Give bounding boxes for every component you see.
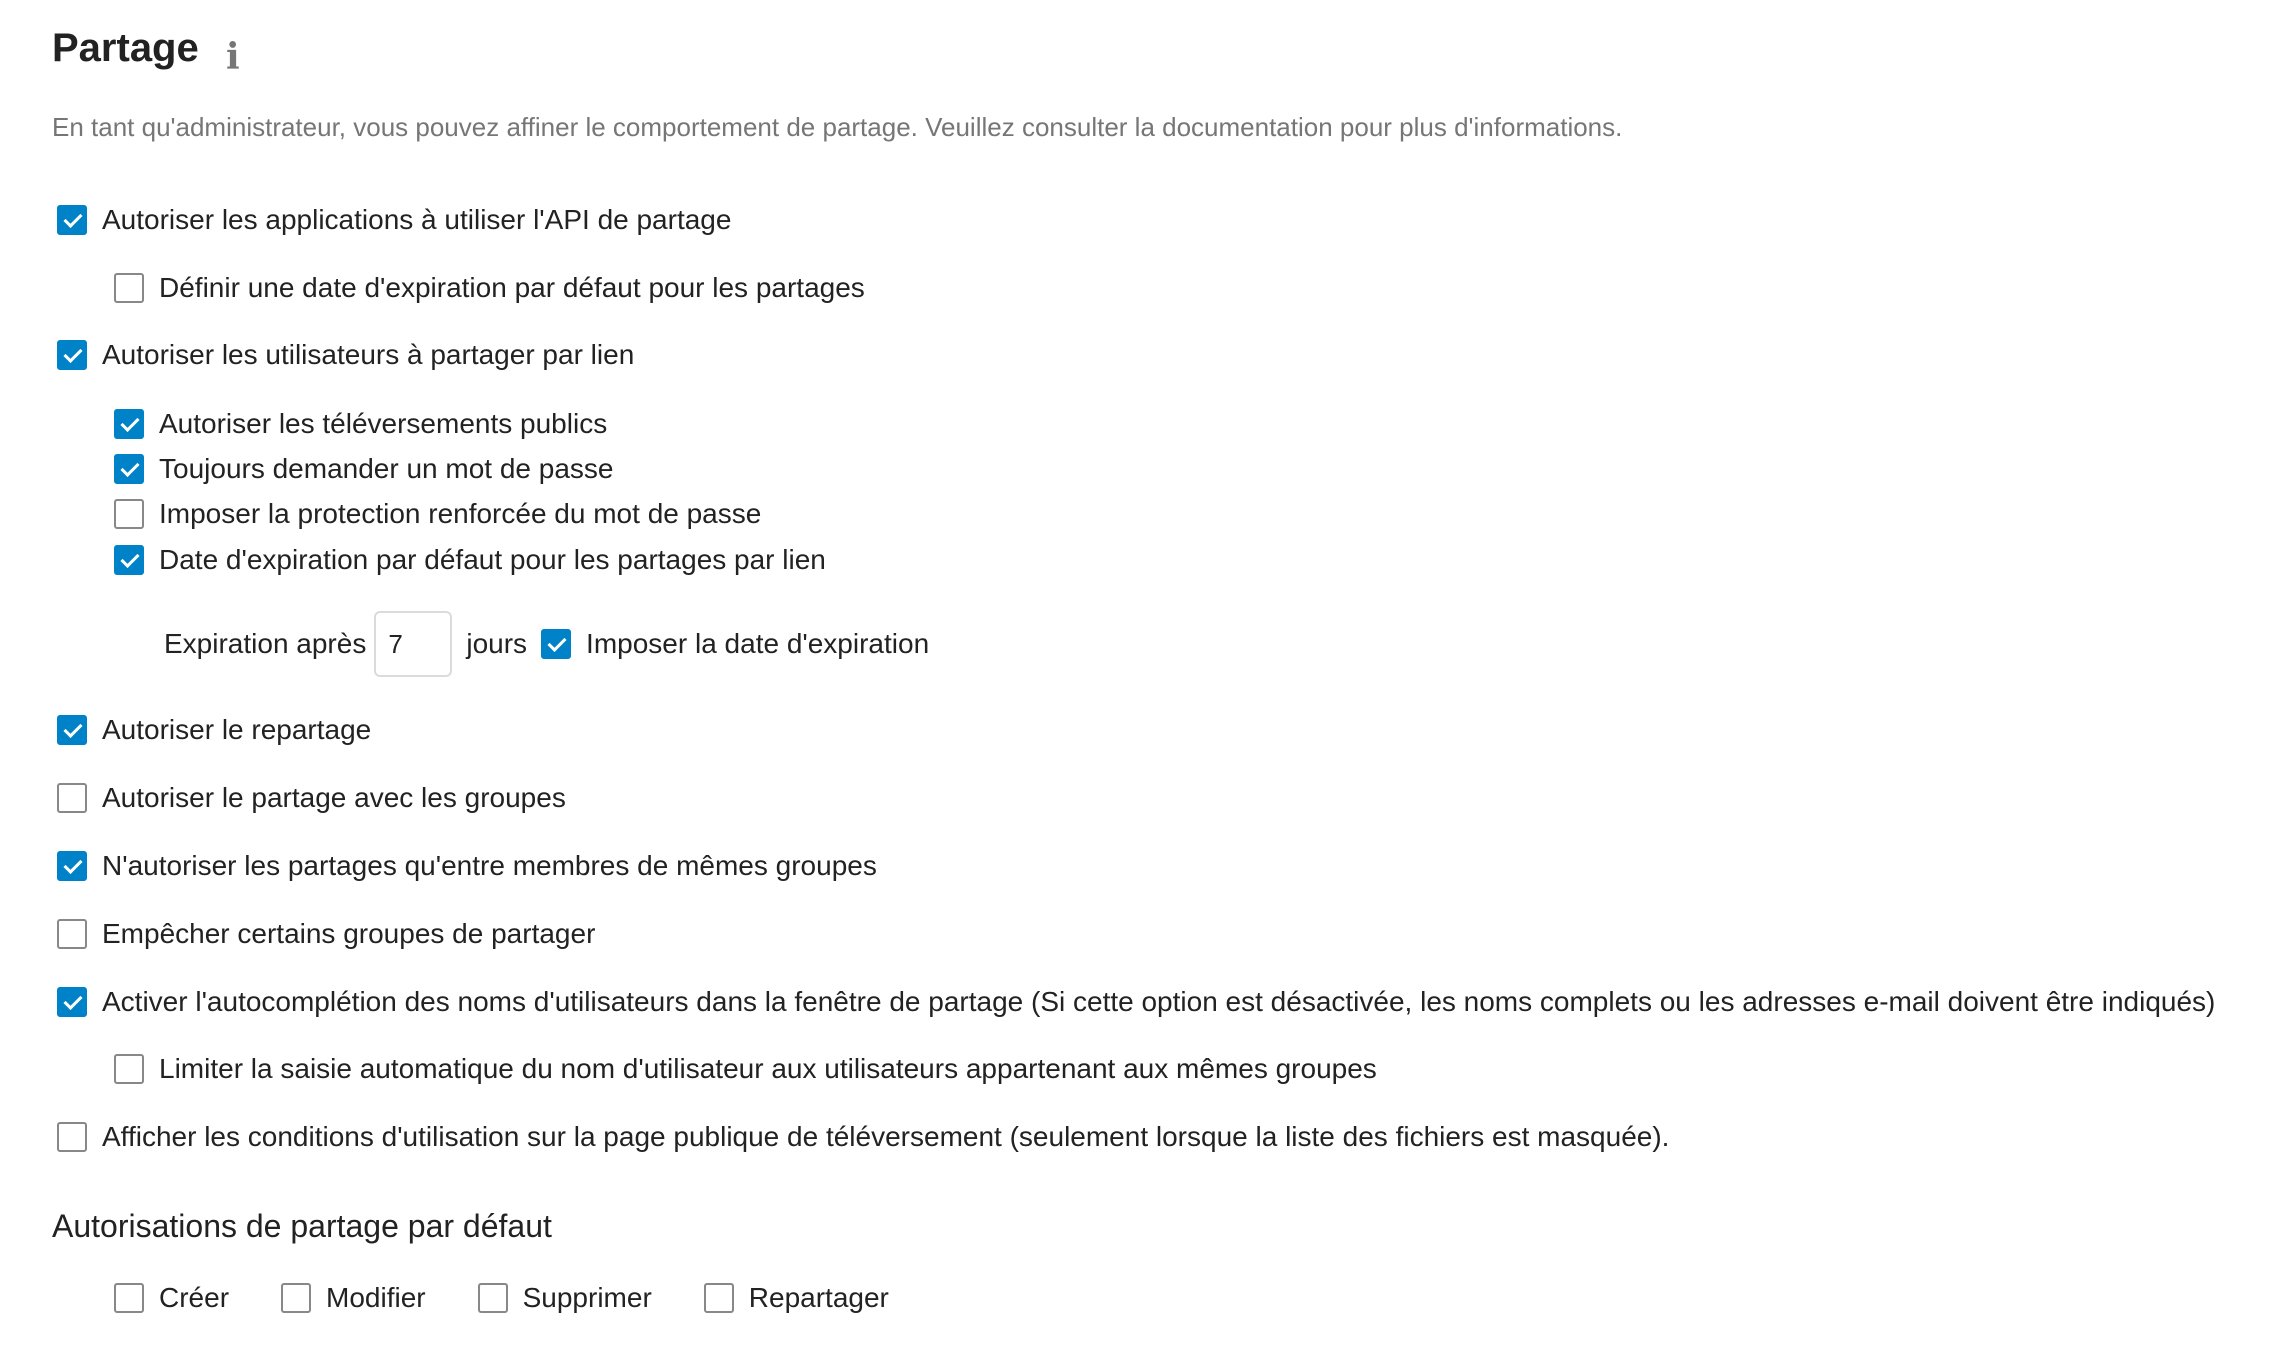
autocomplete-label[interactable]: Activer l'autocomplétion des noms d'utilisateurs dans la fenêtre de partage (Si cette option est désactivée, les noms complets ou les adresses e-mail doivent être indiqués) <box>102 986 2216 1017</box>
option-resharing[interactable] <box>57 710 371 750</box>
strong-password-checkbox[interactable] <box>114 499 144 529</box>
default-expire-checkbox[interactable] <box>114 273 144 303</box>
exclude-groups-checkbox[interactable] <box>57 919 87 949</box>
option-password[interactable] <box>114 449 614 489</box>
permission-update[interactable] <box>281 1282 426 1314</box>
update-label[interactable]: Modifier <box>326 1282 426 1313</box>
permission-share[interactable] <box>704 1282 889 1314</box>
option-autocomplete-groups[interactable] <box>114 1049 1377 1089</box>
create-label[interactable]: Créer <box>159 1282 230 1313</box>
option-public-upload[interactable] <box>114 404 607 444</box>
group-sharing-checkbox[interactable] <box>57 783 87 813</box>
public-upload-label[interactable]: Autoriser les téléversements publics <box>159 408 608 439</box>
enforce-expiration-label[interactable]: Imposer la date d'expiration <box>586 628 930 659</box>
disclaimer-checkbox[interactable] <box>57 1122 87 1152</box>
resharing-label[interactable]: Autoriser le repartage <box>102 714 372 745</box>
enforce-expiration-checkbox[interactable] <box>541 629 571 659</box>
autocomplete-checkbox[interactable] <box>57 987 87 1017</box>
page-title: Partage <box>52 26 199 70</box>
delete-checkbox[interactable] <box>478 1283 508 1313</box>
update-checkbox[interactable] <box>281 1283 311 1313</box>
section-description: En tant qu'administrateur, vous pouvez affiner le comportement de partage. Veuillez consulter la documentation pour plus d'informations. <box>52 112 1623 142</box>
default-permissions-heading: Autorisations de partage par défaut <box>52 1208 552 1244</box>
exclude-groups-label[interactable]: Empêcher certains groupes de partager <box>102 918 596 949</box>
option-api[interactable] <box>57 200 731 240</box>
option-exclude-groups[interactable] <box>57 914 595 954</box>
api-label[interactable]: Autoriser les applications à utiliser l'API de partage <box>102 204 732 235</box>
expiration-days-input[interactable] <box>374 611 452 677</box>
create-checkbox[interactable] <box>114 1283 144 1313</box>
delete-label[interactable]: Supprimer <box>522 1282 652 1313</box>
link-expire-label[interactable]: Date d'expiration par défaut pour les partages par lien <box>159 544 826 575</box>
expiration-prefix: Expiration après <box>164 628 367 659</box>
autocomplete-groups-label[interactable]: Limiter la saisie automatique du nom d'utilisateur aux utilisateurs appartenant aux mêmes groupes <box>159 1053 1377 1084</box>
permission-delete[interactable] <box>478 1282 652 1314</box>
expiration-suffix: jours <box>466 628 528 659</box>
strong-password-label[interactable]: Imposer la protection renforcée du mot de passe <box>159 498 762 529</box>
password-checkbox[interactable] <box>114 454 144 484</box>
option-link-expire[interactable] <box>114 540 826 580</box>
info-icon[interactable]: i <box>226 36 240 78</box>
default-permissions <box>114 1278 941 1318</box>
option-links[interactable] <box>57 335 634 375</box>
link-expire-checkbox[interactable] <box>114 545 144 575</box>
only-group-label[interactable]: N'autoriser les partages qu'entre membres de mêmes groupes <box>102 850 877 881</box>
password-label[interactable]: Toujours demander un mot de passe <box>159 453 614 484</box>
option-disclaimer[interactable] <box>57 1117 1669 1157</box>
resharing-checkbox[interactable] <box>57 715 87 745</box>
api-checkbox[interactable] <box>57 205 87 235</box>
option-autocomplete[interactable] <box>57 982 2215 1022</box>
option-only-group[interactable] <box>57 846 877 886</box>
share-checkbox[interactable] <box>704 1283 734 1313</box>
permission-create[interactable] <box>114 1282 229 1314</box>
option-strong-password[interactable] <box>114 494 761 534</box>
autocomplete-groups-checkbox[interactable] <box>114 1054 144 1084</box>
option-default-expire[interactable] <box>114 268 865 308</box>
option-group-sharing[interactable] <box>57 778 566 818</box>
share-label[interactable]: Repartager <box>748 1282 889 1313</box>
disclaimer-label[interactable]: Afficher les conditions d'utilisation sur la page publique de téléversement (seulement lorsque la liste des fichiers est masquée). <box>102 1121 1670 1152</box>
default-expire-label[interactable]: Définir une date d'expiration par défaut pour les partages <box>159 272 865 303</box>
links-checkbox[interactable] <box>57 340 87 370</box>
links-label[interactable]: Autoriser les utilisateurs à partager par lien <box>102 339 635 370</box>
expiration-settings <box>164 610 929 678</box>
public-upload-checkbox[interactable] <box>114 409 144 439</box>
only-group-checkbox[interactable] <box>57 851 87 881</box>
group-sharing-label[interactable]: Autoriser le partage avec les groupes <box>102 782 566 813</box>
